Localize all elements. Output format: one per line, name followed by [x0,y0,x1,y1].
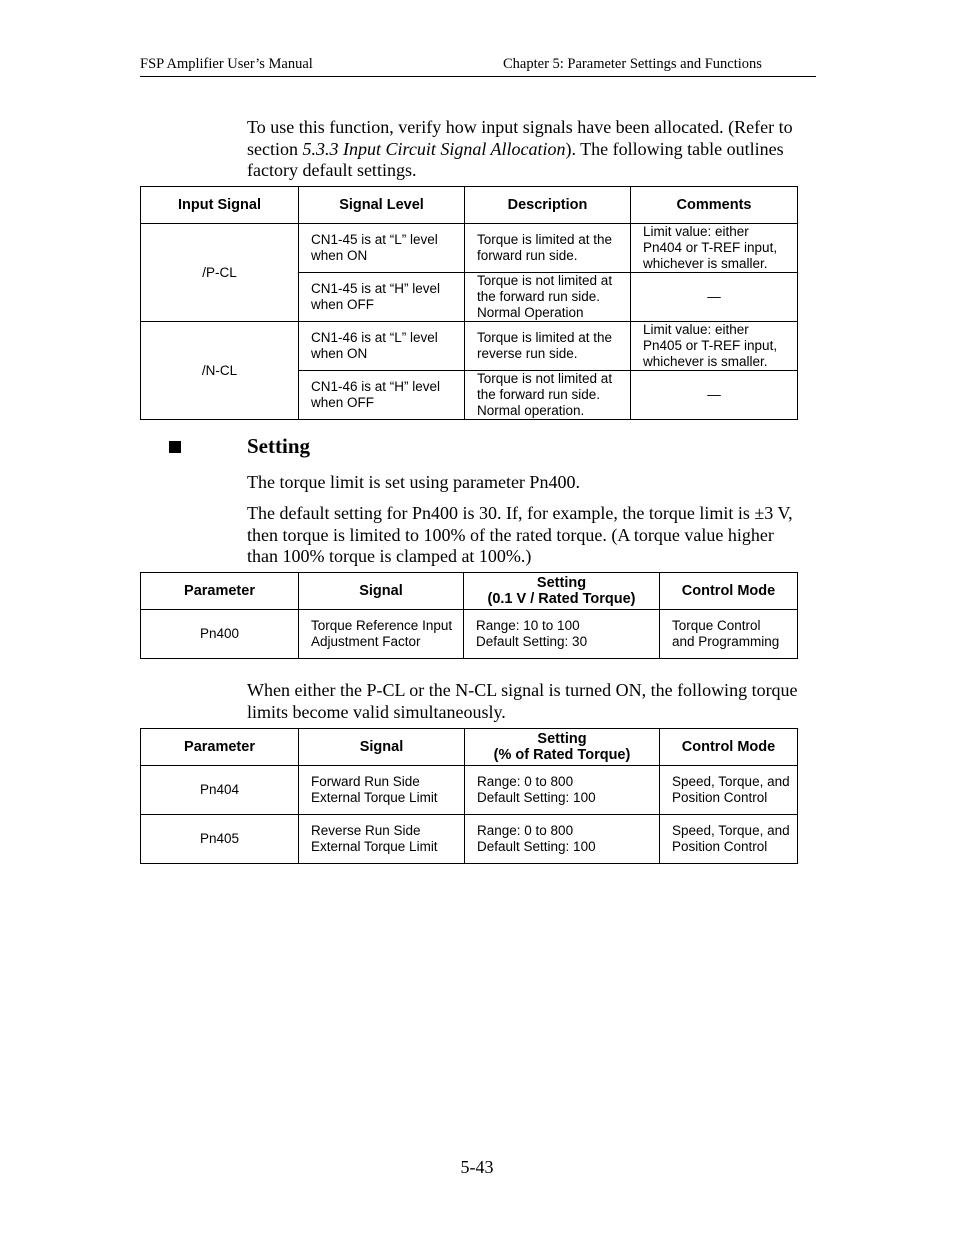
intro-text-2: ). The following table outlines factory default settings. [247,138,784,180]
signal-line-2: External Torque Limit [311,839,438,854]
page-number: 5-43 [460,1157,494,1177]
description-cell: Torque is not limited at the forward run side. Normal Operation [465,273,631,322]
header-chapter-title: Chapter 5: Parameter Settings and Functions [503,56,762,72]
col-header-setting [465,729,660,766]
col-header-comments: Comments [631,187,798,224]
col-header-parameter: Parameter [141,729,299,766]
col-header-signal: Signal [299,573,464,610]
table-header-row [141,573,798,610]
col-header-description: Description [465,187,631,224]
setting-range: Range: 10 to 100 [476,618,580,633]
control-mode-line-1: Torque Control [672,618,761,633]
control-mode-line-2: and Programming [672,634,780,649]
external-torque-limit-table [140,728,798,864]
setting-header-line-2: (0.1 V / Rated Torque) [487,591,636,607]
control-mode-cell: Speed, Torque, and Position Control [660,815,798,864]
intro-text-1: To use this function, verify how input signals have been allocated. (Refer to section [247,117,793,159]
setting-default: Default Setting: 100 [477,839,596,854]
signal-level-cell: CN1-46 is at “H” level when OFF [299,371,465,420]
signal-level-cell: CN1-45 is at “H” level when OFF [299,273,465,322]
setting-cell [464,610,660,659]
section-title: Setting [247,434,310,458]
table-header-row [141,729,798,766]
setting-paragraph-1: The torque limit is set using parameter Pn400. [247,472,580,492]
square-bullet-icon [169,441,181,453]
setting-paragraph-2: The default setting for Pn400 is 30. If, for example, the torque limit is ±3 V, then torque is limited to 100% of the rated torque. (A torque value higher than 100% torque is clamped at 100%.) [247,503,793,566]
col-header-input-signal: Input Signal [141,187,299,224]
signal-line-1: Forward Run Side [311,774,420,789]
input-signal-table [140,186,798,420]
signal-cell [299,766,465,815]
signal-cell: Torque Reference Input Adjustment Factor [299,610,464,659]
input-signal-cell: /N-CL [141,322,299,420]
table-row [141,610,798,659]
col-header-parameter: Parameter [141,573,299,610]
table-row [141,322,798,371]
col-header-signal-level: Signal Level [299,187,465,224]
signal-line-1: Reverse Run Side [311,823,421,838]
pn400-parameter-table [140,572,798,659]
intro-paragraph [247,117,803,182]
header-divider [140,76,816,77]
setting-default: Default Setting: 30 [476,634,588,649]
table-row [141,224,798,273]
parameter-cell: Pn404 [141,766,299,815]
signal-level-cell: CN1-45 is at “L” level when ON [299,224,465,273]
signal-line-2: External Torque Limit [311,790,438,805]
comments-cell: — [631,371,798,420]
setting-cell [465,815,660,864]
torque-limit-paragraph: When either the P-CL or the N-CL signal is turned ON, the following torque limits become valid simultaneously. [247,680,798,722]
signal-level-cell: CN1-46 is at “L” level when ON [299,322,465,371]
description-cell: Torque is not limited at the forward run side. Normal operation. [465,371,631,420]
control-mode-cell: Speed, Torque, and Position Control [660,766,798,815]
signal-cell [299,815,465,864]
header-manual-title: FSP Amplifier User’s Manual [140,56,313,72]
section-reference: 5.3.3 Input Circuit Signal Allocation [302,138,566,159]
col-header-control-mode: Control Mode [660,573,798,610]
setting-cell [465,766,660,815]
table-row [141,815,798,864]
comments-cell: Limit value: either Pn404 or T-REF input, whichever is smaller. [631,224,798,273]
parameter-cell: Pn405 [141,815,299,864]
setting-range: Range: 0 to 800 [477,774,574,789]
control-mode-cell [660,610,798,659]
parameter-cell: Pn400 [141,610,299,659]
setting-default: Default Setting: 100 [477,790,596,805]
comments-cell: — [631,273,798,322]
comments-cell: Limit value: either Pn405 or T-REF input, whichever is smaller. [631,322,798,371]
input-signal-cell: /P-CL [141,224,299,322]
setting-header-line-1: Setting [536,575,587,591]
table-row [141,766,798,815]
col-header-control-mode: Control Mode [660,729,798,766]
table-header-row [141,187,798,224]
col-header-signal: Signal [299,729,465,766]
setting-header-line-1: Setting [537,731,587,747]
description-cell: Torque is limited at the reverse run side. [465,322,631,371]
description-cell: Torque is limited at the forward run side. [465,224,631,273]
setting-range: Range: 0 to 800 [477,823,574,838]
col-header-setting [464,573,660,610]
setting-header-line-2: (% of Rated Torque) [493,747,631,763]
